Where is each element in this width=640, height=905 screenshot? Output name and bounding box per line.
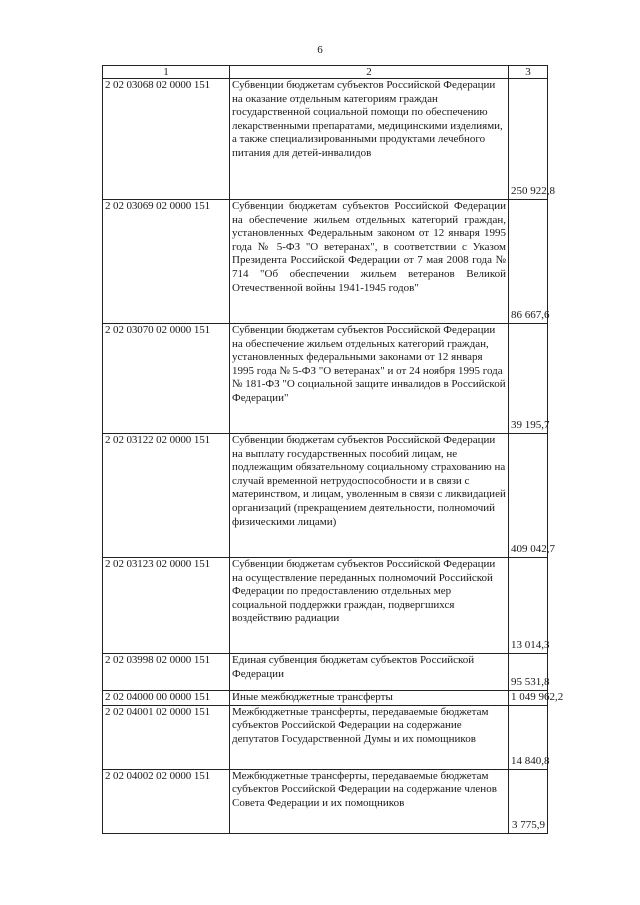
budget-code: 2 02 04001 02 0000 151 [103,705,230,769]
table-row [103,79,548,200]
row-amount: 14 840,8 [509,705,548,769]
budget-table [102,65,564,834]
table-header-row [103,66,548,79]
table-row [103,558,548,654]
row-amount: 86 667,6 [509,200,548,324]
row-amount: 39 195,7 [509,324,548,434]
row-amount: 13 014,3 [509,558,548,654]
column-header-1: 1 [103,66,230,79]
table-row [103,705,548,769]
table-row [103,769,548,833]
column-header-2: 2 [230,66,509,79]
table-row [103,654,548,691]
row-description: Субвенции бюджетам субъектов Российской Федерации на обеспечение жильем отдельных категорий граждан, установленных федеральными законами от 12 января 1995 года № 5-ФЗ "О ветеранах" и от 24 ноября 1995 года № 181-ФЗ "О социальной защите инвалидов в Российской Федерации" [230,324,509,434]
budget-code: 2 02 04002 02 0000 151 [103,769,230,833]
row-description: Межбюджетные трансферты, передаваемые бюджетам субъектов Российской Федерации на содержание депутатов Государственной Думы и их помощников [230,705,509,769]
table-row [103,434,548,558]
page-number: 6 [317,44,323,56]
budget-code: 2 02 03998 02 0000 151 [103,654,230,691]
row-description: Субвенции бюджетам субъектов Российской Федерации на выплату государственных пособий лицам, не подлежащим обязательному социальному страхованию на случай временной нетрудоспособности и в связи с материнством, и лицам, уволенным в связи с ликвидацией организаций (прекращением деятельности, полномочий физическими лицами) [230,434,509,558]
row-amount: 409 042,7 [509,434,548,558]
row-amount: 250 922,8 [509,79,548,200]
table-row [103,324,548,434]
budget-code: 2 02 03069 02 0000 151 [103,200,230,324]
table-row [103,691,548,706]
budget-code: 2 02 04000 00 0000 151 [103,691,230,706]
row-amount: 95 531,8 [509,654,548,691]
row-amount: 1 049 962,2 [509,691,548,706]
budget-code: 2 02 03068 02 0000 151 [103,79,230,200]
row-description: Субвенции бюджетам субъектов Российской Федерации на обеспечение жильем отдельных категорий граждан, установленных Федеральным законом от 12 января 1995 года № 5-ФЗ "О ветеранах", в соответствии с Указом Президента Российской Федерации от 7 мая 2008 года № 714 "Об обеспечении жильем ветеранов Великой Отечественной войны 1941-1945 годов" [230,200,509,324]
budget-code: 2 02 03123 02 0000 151 [103,558,230,654]
row-description: Субвенции бюджетам субъектов Российской Федерации на осуществление переданных полномочий Российской Федерации по предоставлению отдельных мер социальной поддержки граждан, подвергшихся воздействию радиации [230,558,509,654]
row-description: Единая субвенция бюджетам субъектов Российской Федерации [230,654,509,691]
row-description: Субвенции бюджетам субъектов Российской Федерации на оказание отдельным категориям граждан государственной социальной помощи по обеспечению лекарственными препаратами, медицинскими изделиями, а также специализированными продуктами лечебного питания для детей-инвалидов [230,79,509,200]
budget-code: 2 02 03070 02 0000 151 [103,324,230,434]
row-amount: 3 775,9 [509,769,548,833]
column-header-3: 3 [509,66,548,79]
table-row [103,200,548,324]
row-description: Межбюджетные трансферты, передаваемые бюджетам субъектов Российской Федерации на содержание членов Совета Федерации и их помощников [230,769,509,833]
row-description: Иные межбюджетные трансферты [230,691,509,706]
budget-code: 2 02 03122 02 0000 151 [103,434,230,558]
